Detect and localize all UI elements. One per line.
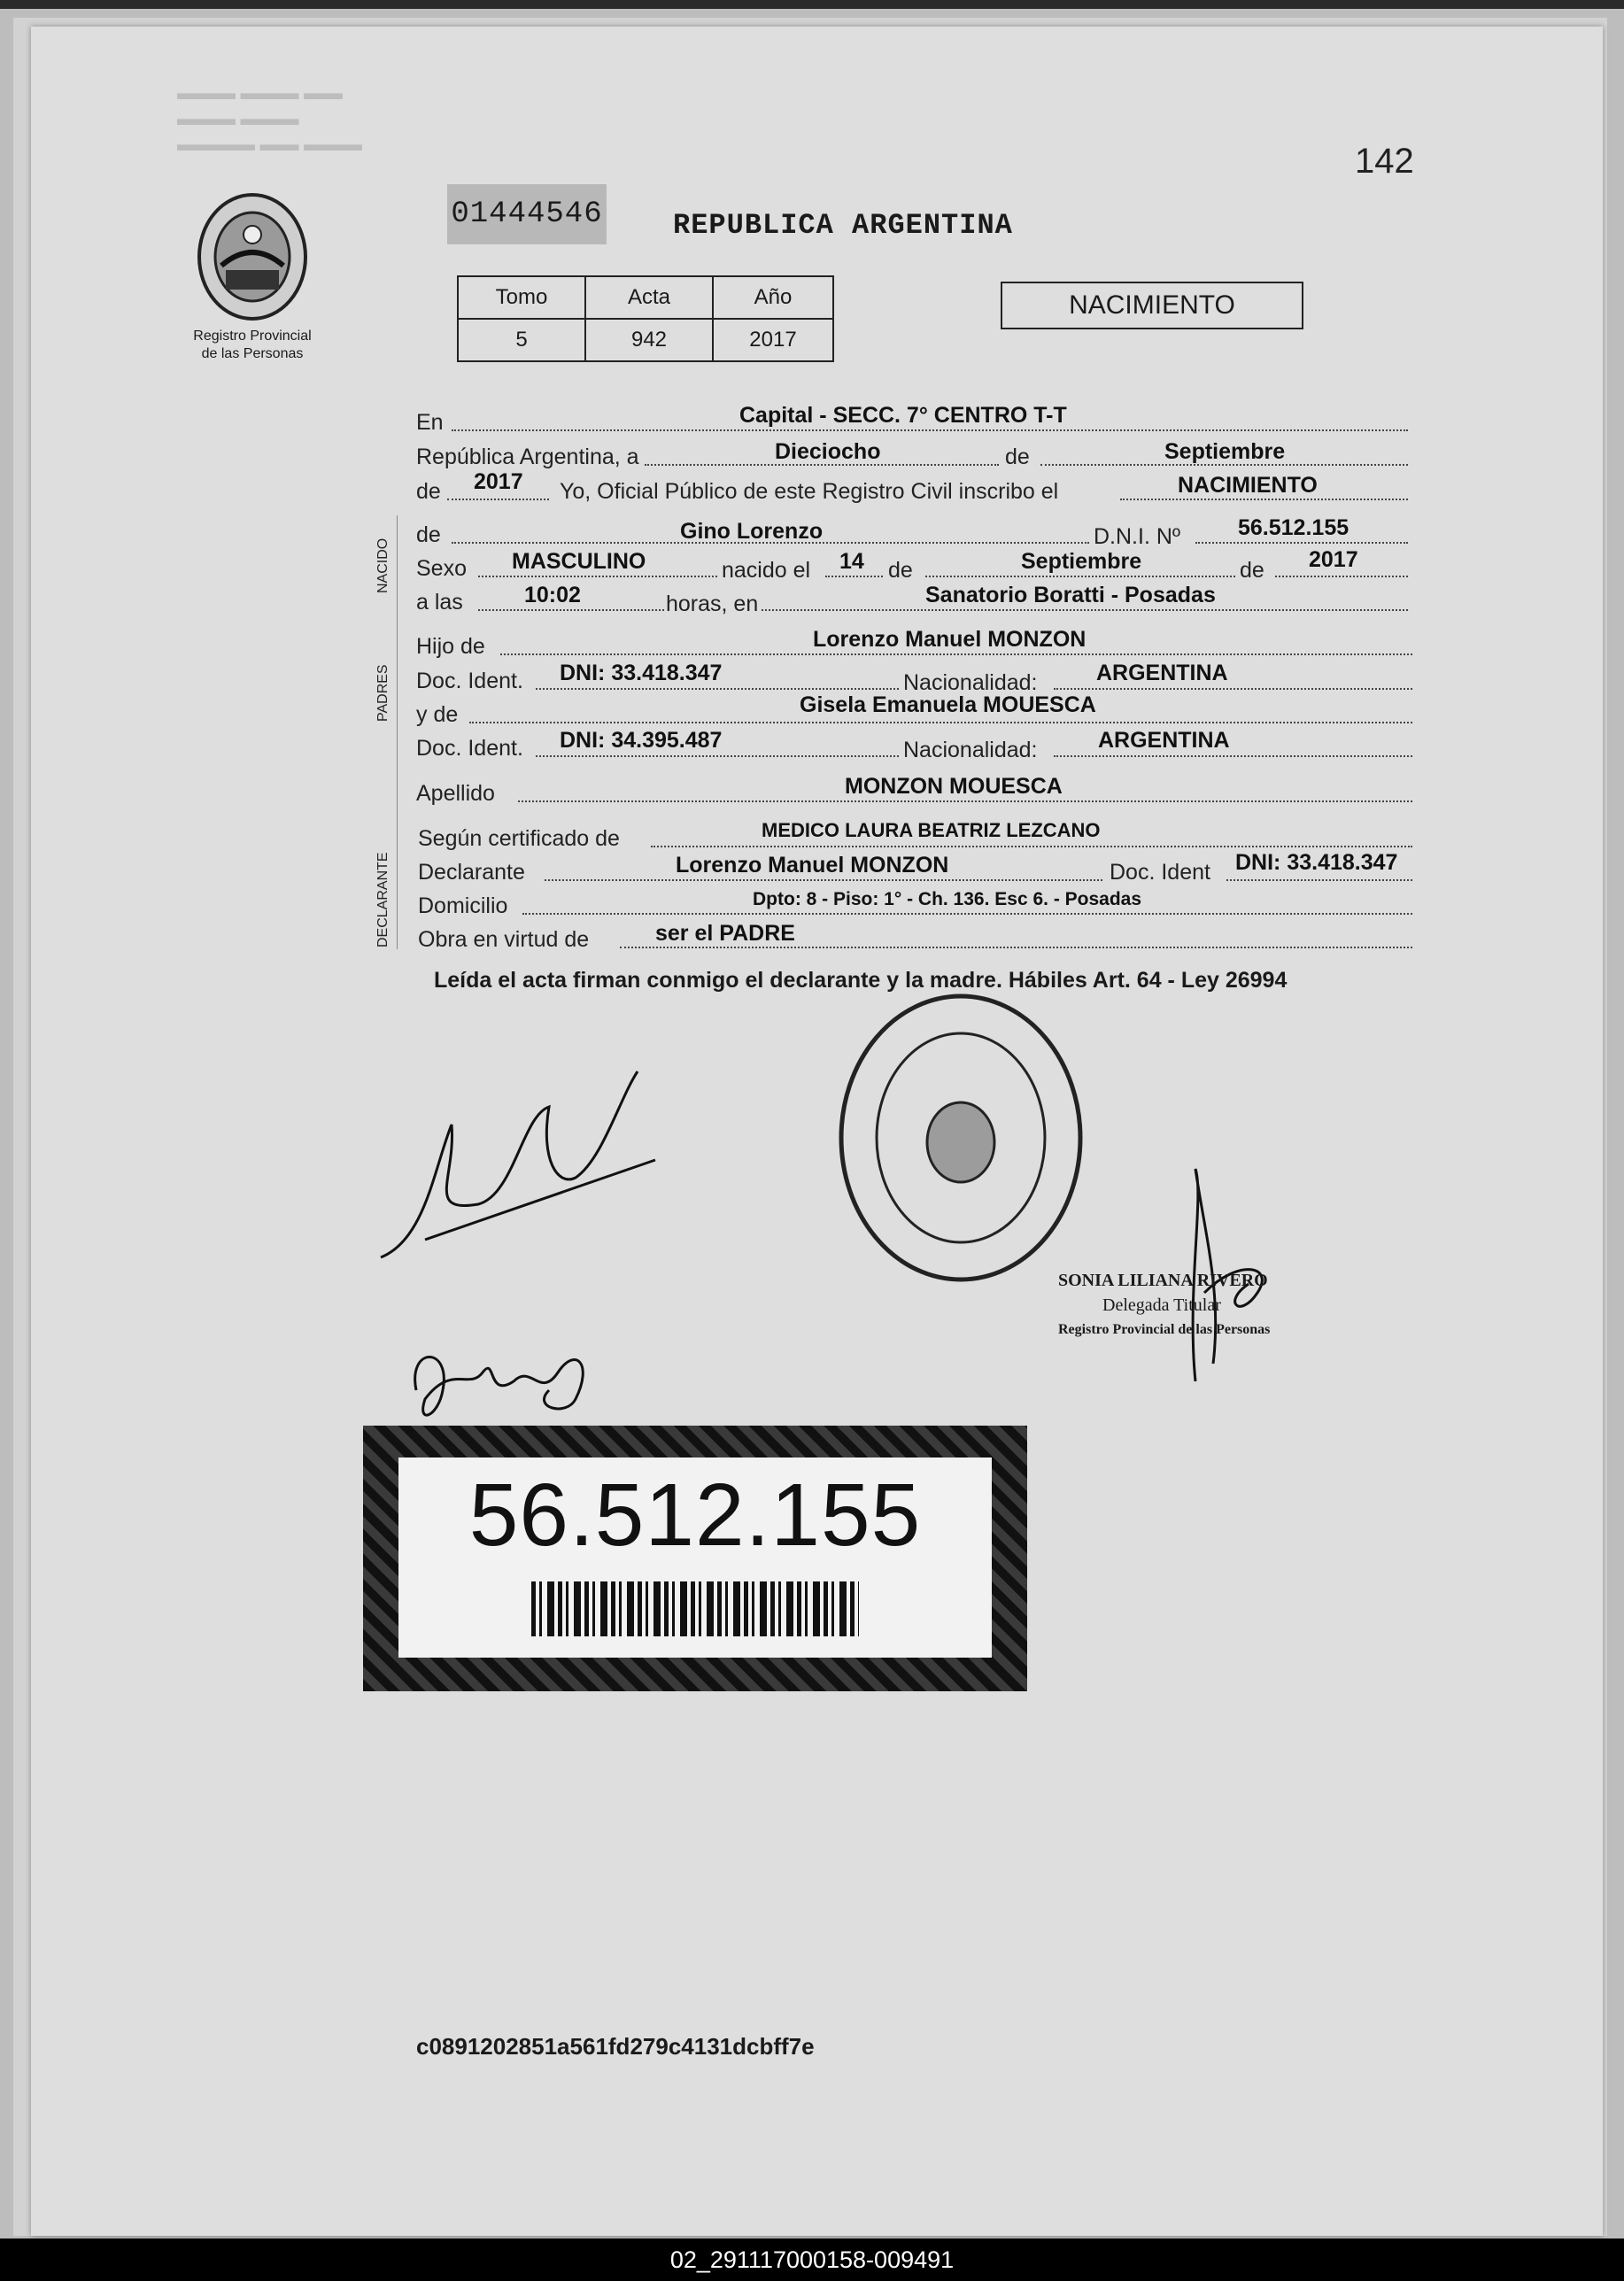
official-stamp [832, 987, 1089, 1288]
value-declarante-dni: DNI: 33.418.347 [1235, 850, 1398, 875]
side-label-nacido: NACIDO [375, 537, 391, 593]
dotted-line [500, 653, 1412, 655]
dotted-line [925, 576, 1235, 577]
signature-declarante [372, 1063, 673, 1275]
dotted-line [620, 947, 1412, 948]
registry-label-line2: de las Personas [201, 346, 304, 361]
label-doc-ident-padre: Doc. Ident. [416, 669, 523, 693]
barcode-label [363, 1426, 1027, 1691]
dotted-line [478, 576, 717, 577]
label-dni: D.N.I. Nº [1094, 524, 1181, 549]
registry-info-value-row [458, 319, 833, 361]
dotted-line [536, 688, 899, 690]
page-number: 142 [1355, 142, 1414, 181]
value-madre-dni: DNI: 34.395.487 [560, 728, 723, 753]
value-lugar: Capital - SECC. 7° CENTRO T-T [739, 403, 1067, 428]
label-segun: Según certificado de [418, 826, 620, 851]
barcode-inner [398, 1458, 992, 1658]
dotted-line [1120, 499, 1408, 500]
value-madre: Gisela Emanuela MOUESCA [800, 692, 1096, 717]
dotted-line [522, 913, 1412, 915]
label-doc-ident-declarante: Doc. Ident [1110, 860, 1210, 885]
dotted-line [762, 609, 1408, 611]
label-y-de: y de [416, 702, 459, 727]
registry-label [168, 328, 336, 363]
registry-info-header-row [458, 276, 833, 319]
value-tipo: NACIMIENTO [1178, 473, 1318, 498]
label-a-las: a las [416, 590, 463, 615]
value-obra: ser el PADRE [655, 921, 795, 946]
tomo-header: Tomo [458, 276, 585, 319]
label-de-anio: de [416, 479, 441, 504]
barcode-bars-icon [531, 1581, 859, 1636]
dotted-line [518, 800, 1412, 802]
label-nacido: nacido el [722, 558, 811, 583]
value-anio: 2017 [474, 469, 523, 494]
dotted-line [1054, 688, 1412, 690]
dotted-line [536, 755, 899, 757]
label-republica: República Argentina, a [416, 445, 639, 469]
document-title: REPUBLICA ARGENTINA [673, 209, 1013, 242]
dotted-line [651, 846, 1412, 847]
label-de-nombre: de [416, 522, 441, 547]
dotted-line [447, 499, 549, 500]
registry-info-table [457, 275, 834, 362]
label-declarante: Declarante [418, 860, 525, 885]
dotted-line [1054, 755, 1412, 757]
serial-number: 01444546 [447, 184, 607, 244]
value-apellido: MONZON MOUESCA [845, 774, 1063, 799]
value-mes: Septiembre [1164, 439, 1286, 464]
value-declarante: Lorenzo Manuel MONZON [676, 853, 949, 878]
label-obra: Obra en virtud de [418, 927, 590, 952]
label-yo: Yo, Oficial Público de este Registro Civil inscribo el [560, 479, 1059, 504]
value-domicilio: Dpto: 8 - Piso: 1° - Ch. 136. Esc 6. - Posadas [753, 889, 1142, 909]
value-certificado: MEDICO LAURA BEATRIZ LEZCANO [762, 819, 1101, 841]
value-sexo: MASCULINO [512, 549, 646, 574]
acta-value: 942 [585, 319, 713, 361]
label-en: En [416, 410, 444, 435]
value-dia-nac: 14 [839, 549, 864, 574]
side-label-declarante: DECLARANTE [375, 852, 391, 947]
closing-statement: Leída el acta firman conmigo el declarante y la madre. Hábiles Art. 64 - Ley 26994 [434, 968, 1288, 993]
dotted-line [825, 576, 883, 577]
value-lugar-nac: Sanatorio Boratti - Posadas [925, 583, 1216, 607]
value-anio-nac: 2017 [1309, 547, 1358, 572]
anio-header: Año [713, 276, 833, 319]
signer-office: Registro Provincial de las Personas [1058, 1322, 1271, 1337]
signature-madre [398, 1311, 602, 1434]
signer-name: SONIA LILIANA RIVERO [1058, 1271, 1268, 1290]
value-dni: 56.512.155 [1238, 515, 1349, 540]
label-nacionalidad-padre: Nacionalidad: [903, 670, 1038, 695]
value-nombre: Gino Lorenzo [680, 519, 824, 544]
label-sexo: Sexo [416, 556, 467, 581]
province-emblem-icon [186, 186, 319, 328]
dotted-line [545, 879, 1102, 881]
tomo-value: 5 [458, 319, 585, 361]
label-nacionalidad-madre: Nacionalidad: [903, 738, 1038, 762]
signer-role: Delegada Titular [1102, 1295, 1221, 1315]
label-de-mes-nac: de [888, 558, 913, 583]
dotted-line [1275, 576, 1408, 577]
dotted-line [478, 609, 664, 611]
registry-label-line1: Registro Provincial [193, 329, 312, 344]
value-padre-dni: DNI: 33.418.347 [560, 661, 723, 685]
value-madre-nac: ARGENTINA [1098, 728, 1230, 753]
anio-value: 2017 [713, 319, 833, 361]
label-horas: horas, en [666, 592, 759, 616]
dotted-line [469, 722, 1412, 723]
value-padre: Lorenzo Manuel MONZON [813, 627, 1087, 652]
label-domicilio: Domicilio [418, 893, 508, 918]
label-hijo-de: Hijo de [416, 634, 485, 659]
value-hora: 10:02 [524, 583, 581, 607]
label-de: de [1005, 445, 1030, 469]
document-hash: c0891202851a561fd279c4131dcbff7e [416, 2033, 815, 2060]
dotted-line [1195, 542, 1408, 544]
value-mes-nac: Septiembre [1021, 549, 1142, 574]
bleed-through-text: ▬▬▬ ▬▬▬ ▬▬ ▬▬▬ ▬▬▬ ▬▬▬▬ ▬▬ ▬▬▬ [177, 81, 362, 155]
signer-block [1058, 1268, 1270, 1342]
footer-code: 02_291117000158-009491 [0, 2238, 1624, 2281]
act-type-box: NACIMIENTO [1001, 282, 1303, 329]
side-label-padres: PADRES [375, 664, 391, 722]
label-apellido: Apellido [416, 781, 495, 806]
section-divider [397, 515, 398, 949]
acta-header: Acta [585, 276, 713, 319]
dotted-line [452, 429, 1408, 431]
label-doc-ident-madre: Doc. Ident. [416, 736, 523, 761]
value-padre-nac: ARGENTINA [1096, 661, 1228, 685]
barcode-number: 56.512.155 [468, 1465, 922, 1565]
label-de-anio-nac: de [1240, 558, 1264, 583]
dotted-line [1226, 879, 1412, 881]
value-dia: Dieciocho [775, 439, 881, 464]
